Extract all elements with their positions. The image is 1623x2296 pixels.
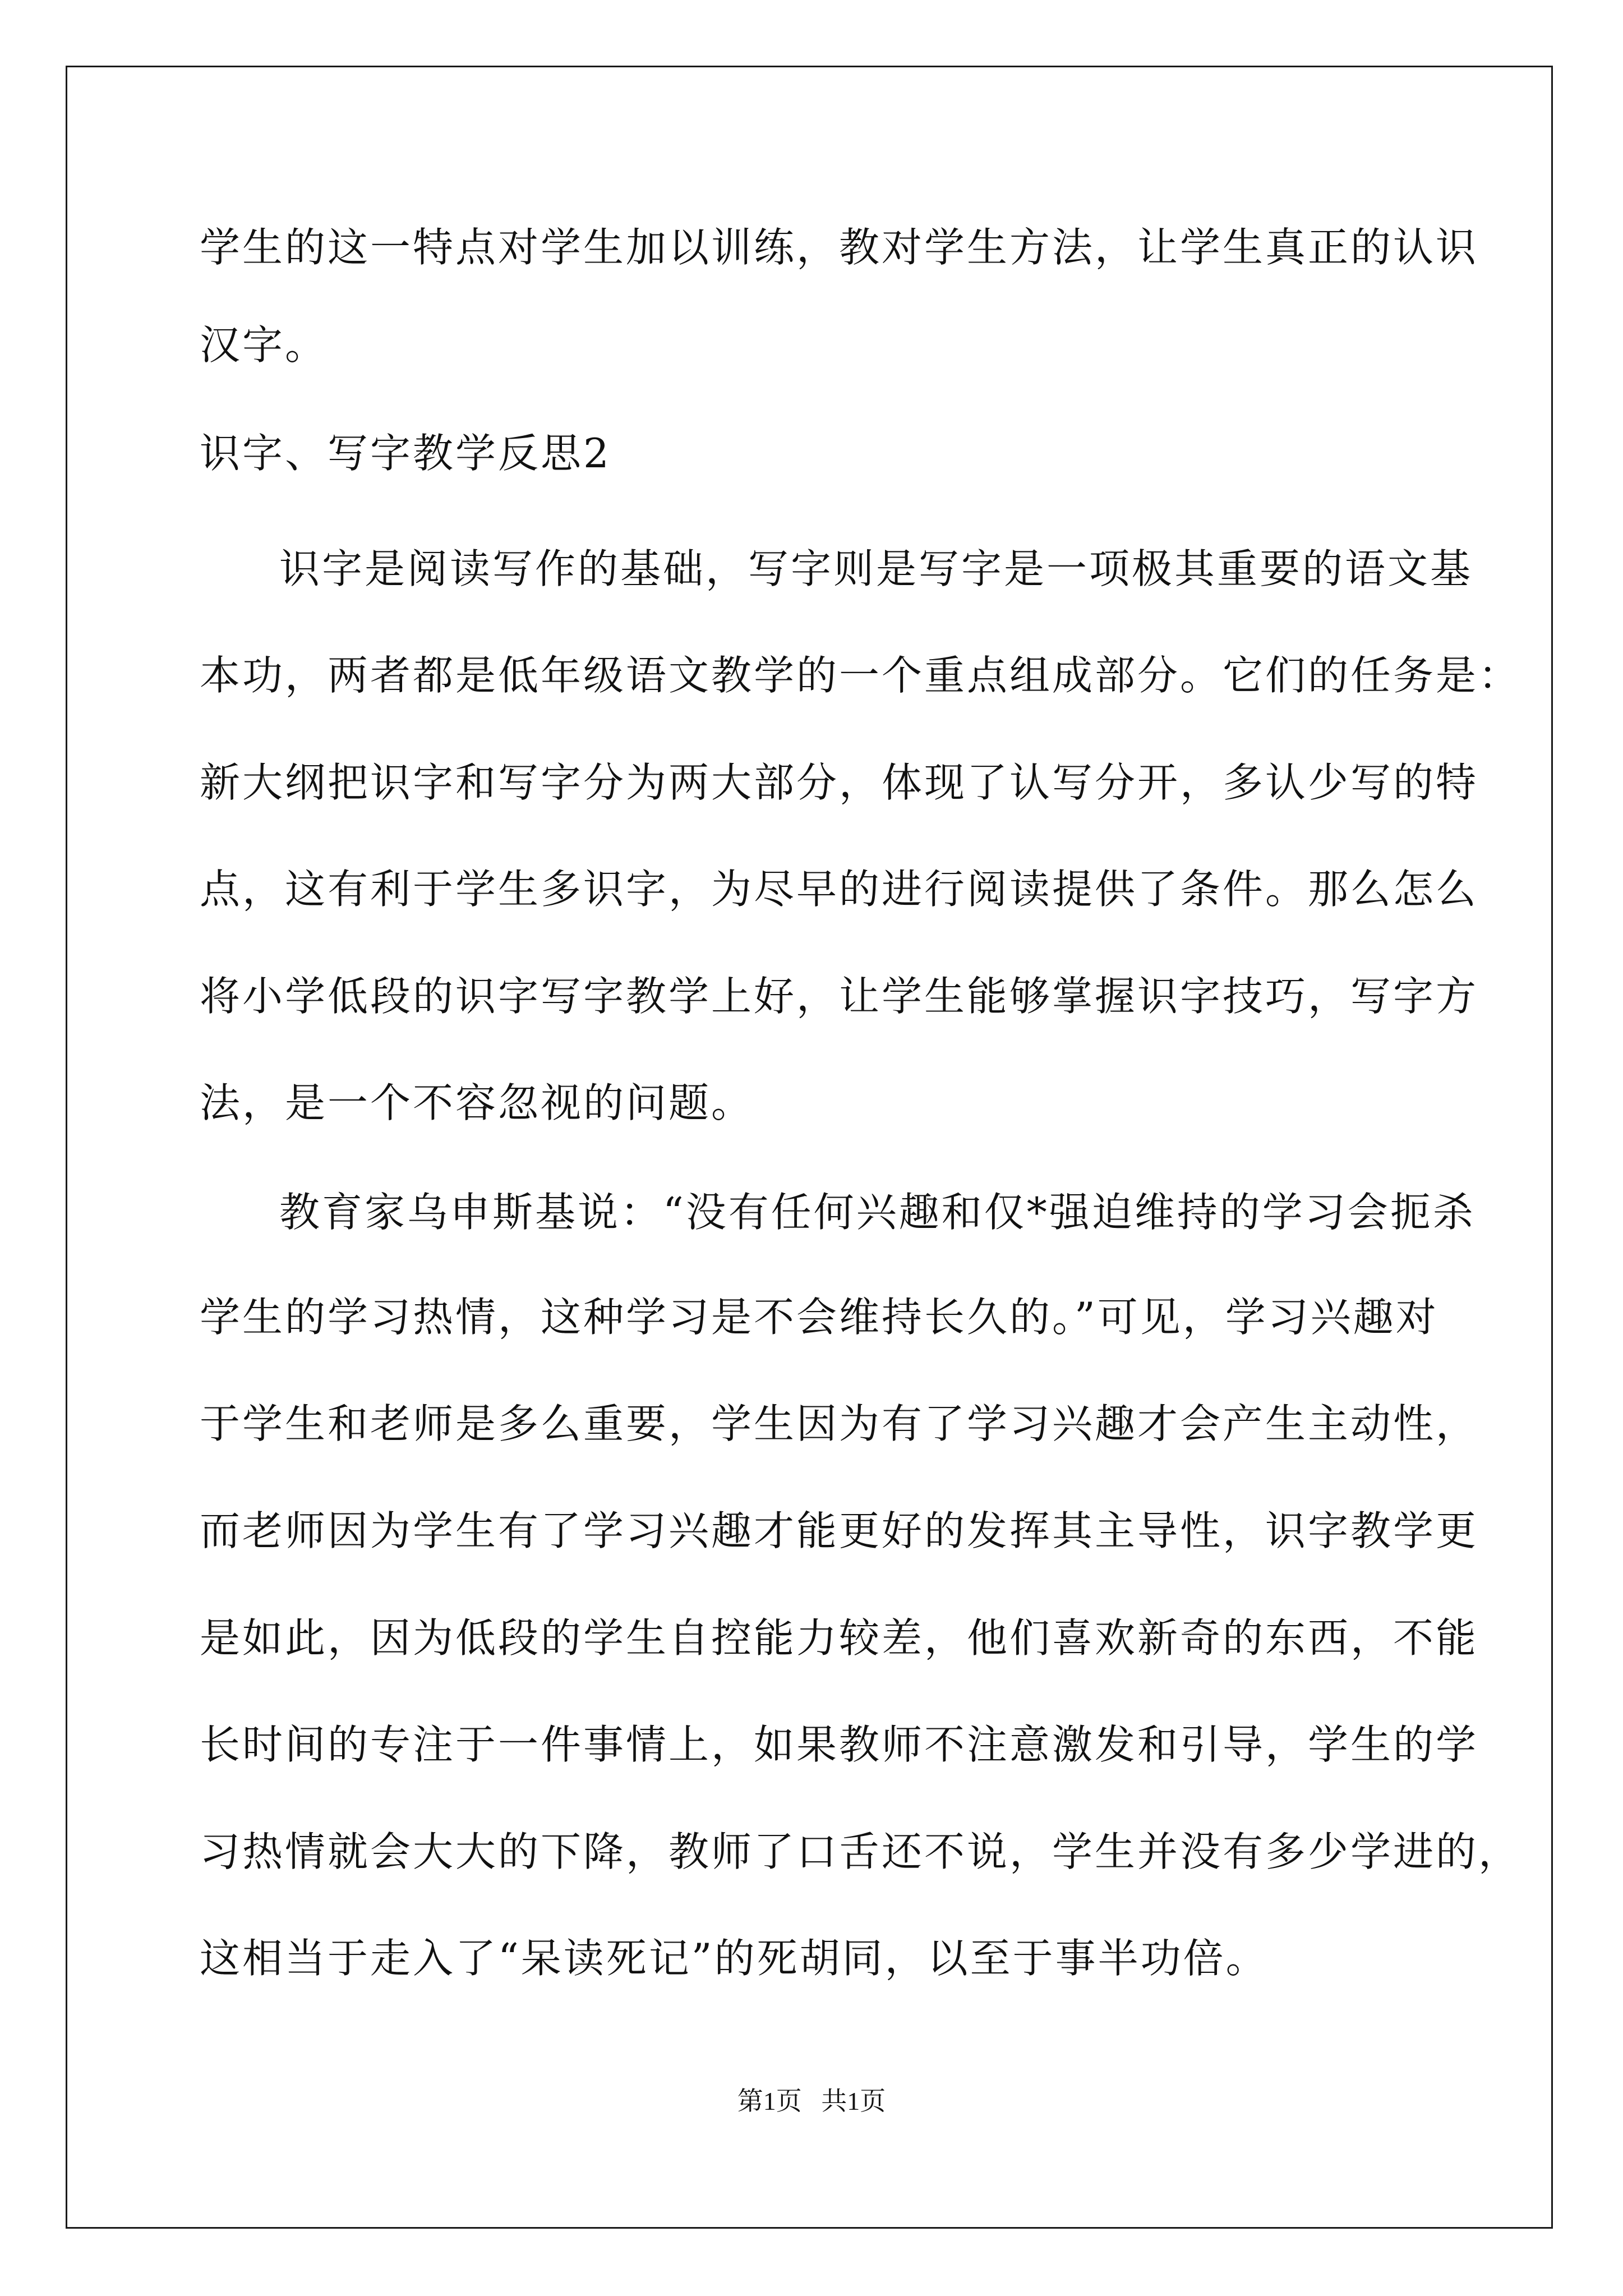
body-line: 这相当于走入了“呆读死记”的死胡同，以至于事半功倍。 [200,1935,1269,1982]
paragraph-first-line: 识字是阅读写作的基础，写字则是写字是一项极其重要的语文基 [279,545,1473,592]
body-line: 学生的这一特点对学生加以训练，教对学生方法，让学生真正的认识 [200,224,1479,271]
body-line: 是如此，因为低段的学生自控能力较差，他们喜欢新奇的东西，不能 [200,1614,1479,1662]
body-line: 长时间的专注于一件事情上，如果教师不注意激发和引导，学生的学 [200,1721,1479,1768]
body-line: 新大纲把识字和写字分为两大部分，体现了认写分开，多认少写的特 [200,759,1479,806]
page-border [66,66,1553,2229]
section-heading: 识字、写字教学反思2 [200,430,611,477]
body-line: 点，这有利于学生多识字，为尽早的进行阅读提供了条件。那么怎么 [200,866,1479,913]
body-line: 法，是一个不容忽视的问题。 [200,1079,754,1126]
body-line: 将小学低段的识字写字教学上好，让学生能够掌握识字技巧，写字方 [200,973,1479,1020]
body-line: 本功，两者都是低年级语文教学的一个重点组成部分。它们的任务是： [200,652,1521,699]
body-line: 汉字。 [200,321,328,369]
page-number-footer: 第1页 共1页 [737,2087,886,2115]
body-line: 习热情就会大大的下降，教师了口舌还不说，学生并没有多少学进的， [200,1828,1521,1875]
paragraph-first-line: 教育家乌申斯基说：“没有任何兴趣和仅*强迫维持的学习会扼杀 [279,1189,1476,1236]
body-line: 学生的学习热情，这种学习是不会维持长久的。”可见，学习兴趣对 [200,1294,1438,1341]
body-line: 而老师因为学生有了学习兴趣才能更好的发挥其主导性，识字教学更 [200,1507,1479,1554]
body-line: 于学生和老师是多么重要，学生因为有了学习兴趣才会产生主动性， [200,1400,1479,1447]
